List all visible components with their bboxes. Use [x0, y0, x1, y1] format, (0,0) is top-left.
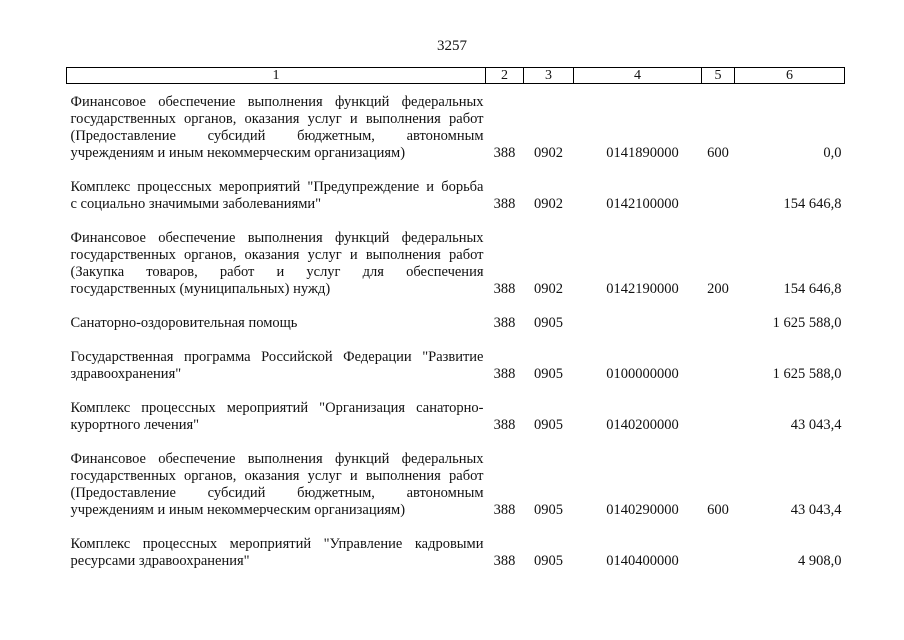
header-col-5: 5 — [702, 68, 735, 84]
row-col-2: 388 — [493, 553, 516, 569]
row-col-2: 388 — [493, 366, 516, 382]
row-spacer — [67, 162, 845, 179]
row-col-6: 1 625 588,0 — [772, 315, 842, 331]
row-spacer-cell — [67, 332, 845, 349]
row-name-line: Финансовое обеспечение выполнения функций федеральных — [70, 230, 484, 246]
row-col-2: 388 — [493, 417, 516, 433]
row-name — [67, 451, 486, 519]
row-col-4: 0140290000 — [606, 502, 679, 518]
row-col-4: 0140200000 — [606, 417, 679, 433]
row-col-6: 43 043,4 — [790, 502, 842, 518]
header-col-2: 2 — [486, 68, 524, 84]
row-name — [67, 179, 486, 213]
row-col-4: 0100000000 — [606, 366, 679, 382]
row-col-5: 200 — [707, 281, 729, 297]
row-name — [67, 349, 486, 383]
table-body — [67, 84, 845, 571]
row-col-4: 0142190000 — [606, 281, 679, 297]
row-col-4: 0142100000 — [606, 196, 679, 212]
row-name — [67, 536, 486, 570]
row-name-line: с социально значимыми заболеваниями" — [70, 196, 322, 212]
row-name-line: курортного лечения" — [70, 417, 200, 433]
row-name-line: Комплекс процессных мероприятий "Управление кадровыми — [70, 536, 484, 552]
row-name-line: (Предоставление субсидий бюджетным, автономным — [70, 128, 484, 144]
row-col-2: 388 — [493, 502, 516, 518]
table-row — [67, 536, 845, 570]
row-name — [67, 230, 486, 298]
header-col-4: 4 — [574, 68, 702, 84]
row-spacer-cell — [67, 434, 845, 451]
row-col-2: 388 — [493, 315, 516, 331]
row-name-line: государственных органов, оказания услуг и выполнения работ — [70, 111, 484, 127]
table-row — [67, 400, 845, 434]
row-col-3: 0905 — [534, 315, 563, 331]
row-name-line: (Закупка товаров, работ и услуг для обеспечения — [70, 264, 484, 280]
row-name-line: Комплекс процессных мероприятий "Предупреждение и борьба — [70, 179, 484, 195]
table-row — [67, 451, 845, 519]
row-name-line: государственных (муниципальных) нужд) — [70, 281, 331, 297]
row-col-6: 4 908,0 — [798, 553, 842, 569]
row-col-5: 600 — [707, 502, 729, 518]
row-col-6: 0,0 — [823, 145, 842, 161]
table-row — [67, 315, 845, 332]
row-col-3: 0902 — [534, 145, 563, 161]
row-col-4: 0141890000 — [606, 145, 679, 161]
row-spacer-cell — [67, 298, 845, 315]
row-name — [67, 315, 486, 332]
row-name-line: ресурсами здравоохранения" — [70, 553, 250, 569]
row-col-5 — [702, 536, 735, 570]
row-col-3: 0902 — [534, 196, 563, 212]
table-row — [67, 230, 845, 298]
row-spacer-cell — [67, 383, 845, 400]
row-name-line: Государственная программа Российской Федерации "Развитие — [70, 349, 484, 365]
header-col-3: 3 — [524, 68, 574, 84]
table-row — [67, 179, 845, 213]
table-row — [67, 349, 845, 383]
row-col-3: 0905 — [534, 553, 563, 569]
row-spacer-cell — [67, 213, 845, 230]
row-col-5: 600 — [707, 145, 729, 161]
row-col-6: 43 043,4 — [790, 417, 842, 433]
row-name-line: Финансовое обеспечение выполнения функций федеральных — [70, 94, 484, 110]
row-name — [67, 400, 486, 434]
row-col-2: 388 — [493, 145, 516, 161]
row-spacer-cell — [67, 519, 845, 536]
page-number: 3257 — [437, 38, 467, 54]
row-col-4 — [574, 315, 702, 332]
row-col-3: 0905 — [534, 366, 563, 382]
table-row — [67, 84, 845, 163]
row-name-line: (Предоставление субсидий бюджетным, автономным — [70, 485, 484, 501]
row-col-4: 0140400000 — [606, 553, 679, 569]
row-col-6: 154 646,8 — [783, 196, 842, 212]
row-spacer — [67, 332, 845, 349]
row-name-line: государственных органов, оказания услуг и выполнения работ — [70, 247, 484, 263]
row-col-5 — [702, 400, 735, 434]
row-spacer — [67, 519, 845, 536]
row-name — [67, 84, 486, 163]
row-col-5 — [702, 349, 735, 383]
row-col-3: 0905 — [534, 417, 563, 433]
row-col-6: 1 625 588,0 — [772, 366, 842, 382]
row-name-line: учреждениям и иным некоммерческим организациям) — [70, 502, 406, 518]
row-col-3: 0905 — [534, 502, 563, 518]
row-spacer-cell — [67, 162, 845, 179]
row-spacer — [67, 213, 845, 230]
header-col-6: 6 — [735, 68, 845, 84]
row-spacer — [67, 383, 845, 400]
row-name-line: Санаторно-оздоровительная помощь — [70, 315, 298, 331]
row-name-line: государственных органов, оказания услуг и выполнения работ — [70, 468, 484, 484]
budget-table — [66, 67, 845, 570]
row-name-line: здравоохранения" — [70, 366, 182, 382]
row-spacer — [67, 434, 845, 451]
table-header-row — [67, 68, 845, 84]
row-col-2: 388 — [493, 196, 516, 212]
row-col-5 — [702, 315, 735, 332]
row-col-2: 388 — [493, 281, 516, 297]
row-col-3: 0902 — [534, 281, 563, 297]
row-name-line: Финансовое обеспечение выполнения функций федеральных — [70, 451, 484, 467]
row-col-6: 154 646,8 — [783, 281, 842, 297]
row-name-line: учреждениям и иным некоммерческим организациям) — [70, 145, 406, 161]
row-col-5 — [702, 179, 735, 213]
header-col-1: 1 — [67, 68, 486, 84]
row-spacer — [67, 298, 845, 315]
row-name-line: Комплекс процессных мероприятий "Организация санаторно- — [70, 400, 484, 416]
